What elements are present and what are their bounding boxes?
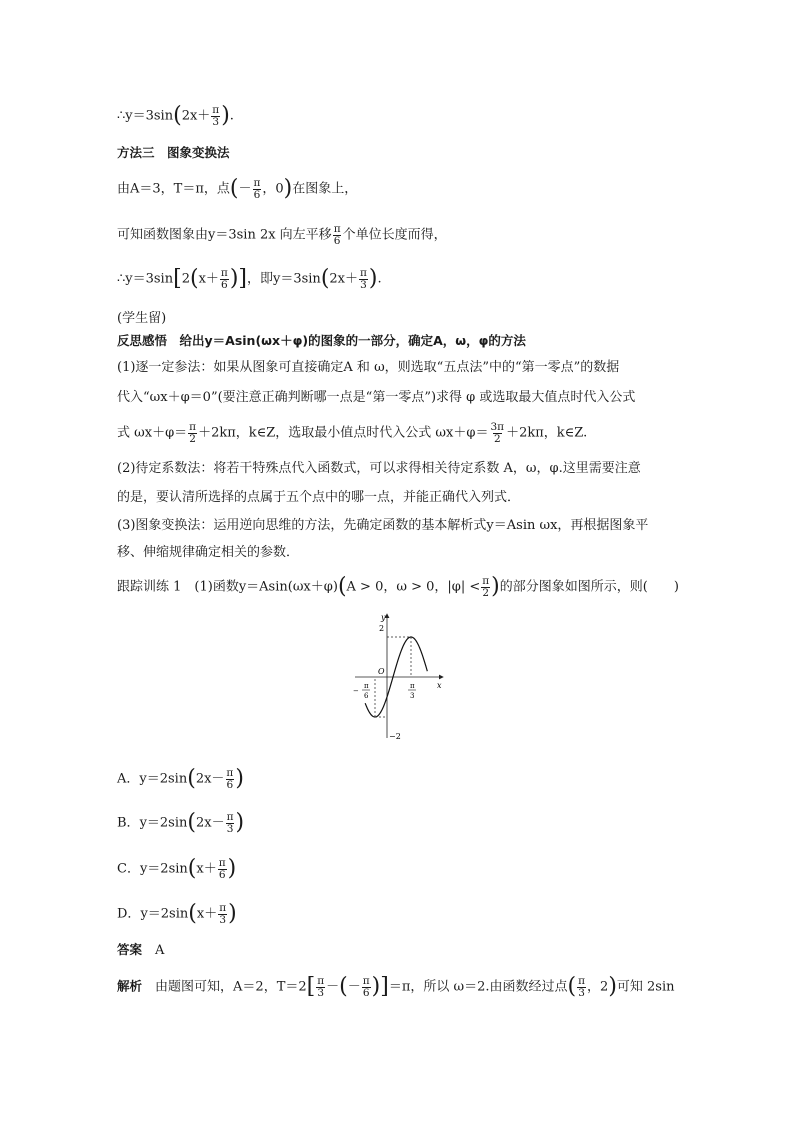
text-line: 代入“ωx＋φ＝0”(要注意正确判断哪一点是“第一零点”)求得 φ 或选取最大值点时代入公式 — [117, 390, 636, 405]
formula-line: ∴y＝3sin(2x＋ $\frac{\pi}{3}$ ). — [117, 103, 234, 128]
text-line: 移、伸缩规律确定相关的参数． — [117, 545, 300, 560]
note-line: (学生留) — [117, 311, 167, 326]
text-line: (2)待定系数法：将若干特殊点代入函数式，可以求得相关待定系数 A，ω，φ.这里需要注意 — [117, 461, 641, 476]
sine-graph — [345, 610, 455, 745]
x-axis-label: x — [437, 681, 442, 690]
text-line: (1)逐一定参法：如果从图象可直接确定A 和 ω，则选取“五点法”中的“第一零点”的数据 — [117, 360, 620, 375]
option-b[interactable]: B．y＝2sin(2x－ $\frac{\pi}{3}$ ) — [117, 810, 245, 835]
origin-label: O — [378, 667, 385, 676]
x-left-den: 6 — [364, 692, 369, 700]
ymin-label: −2 — [389, 732, 401, 741]
exercise-line: 跟踪训练 1 (1)函数y＝Asin(ωx＋φ)(A > 0，ω > 0，|φ| < $\frac{\pi}{2}$ )的部分图象如图所示，则( ) — [117, 574, 679, 599]
method-heading: 方法三 图象变换法 — [117, 145, 230, 160]
formula-line: ∴y＝3sin[2(x＋ $\frac{\pi}{6}$ )]，即y＝3sin(2x＋ $\frac{\pi}{3}$ ). — [117, 266, 382, 291]
option-d[interactable]: D．y＝2sin(x＋ $\frac{\pi}{3}$ ) — [117, 901, 237, 926]
x-left-sign: − — [353, 687, 359, 695]
ymax-label: 2 — [379, 624, 385, 633]
answer-line: 答案 A — [117, 942, 165, 958]
option-a[interactable]: A．y＝2sin(2x－ $\frac{\pi}{6}$ ) — [117, 766, 244, 791]
option-c[interactable]: C．y＝2sin(x＋ $\frac{\pi}{6}$ ) — [117, 856, 237, 881]
x-left-num: π — [364, 682, 369, 690]
formula-line: 式 ωx＋φ＝ $\frac{\pi}{2}$ ＋2kπ，k∈Z，选取最小值点时代入公式 ωx＋φ＝ $\frac{3\pi}{2}$ ＋2kπ，k∈Z. — [117, 421, 588, 445]
text-line: (3)图象变换法：运用逆向思维的方法，先确定函数的基本解析式y＝Asin ωx，再根据图象平 — [117, 518, 649, 533]
y-axis-label: y — [381, 613, 386, 622]
reflection-heading: 反思感悟 给出y＝Asin(ωx＋φ)的图象的一部分，确定A，ω，φ的方法 — [117, 333, 526, 348]
x-right-num: π — [410, 682, 415, 690]
analysis-line: 解析 由题图可知，A＝2，T＝2[ $\frac{\pi}{3}$ －(－ $\frac{\pi}{6}$ )]＝π，所以 ω＝2.由函数经过点( $\frac{\pi}{3}$ ，2)可知 2sin — [117, 974, 675, 999]
text-line: 可知函数图象由y＝3sin 2x 向左平移 $\frac{\pi}{6}$ 个单位长度而得， — [117, 223, 447, 247]
text-line: 的是，要认清所选择的点属于五个点中的哪一点，并能正确代入列式． — [117, 490, 521, 505]
text-line: 由A＝3，T＝π，点(－ $\frac{\pi}{6}$ ，0)在图象上， — [117, 176, 358, 201]
x-right-den: 3 — [410, 692, 415, 700]
